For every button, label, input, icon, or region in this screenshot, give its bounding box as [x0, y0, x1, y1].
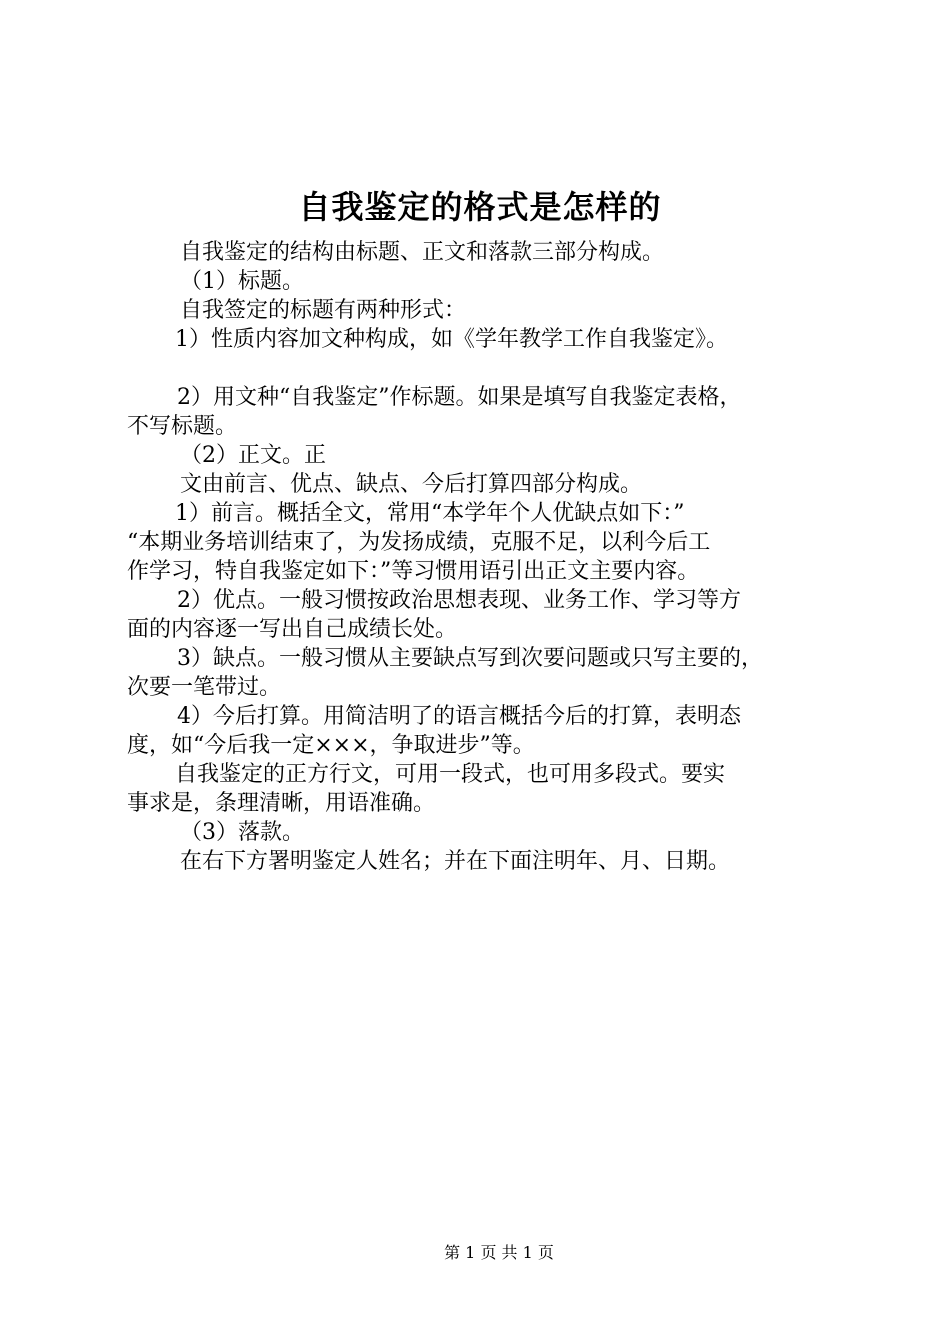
list-item: 2）用文种“自我鉴定”作标题。如果是填写自我鉴定表格，	[177, 385, 742, 410]
list-item: 3）缺点。一般习惯从主要缺点写到次要问题或只写主要的，	[177, 646, 763, 671]
list-item-continuation: 作学习，特自我鉴定如下：”等习惯用语引出正文主要内容。	[127, 559, 700, 584]
list-item-continuation: “本期业务培训结束了，为发扬成绩，克服不足，以利今后工	[127, 530, 711, 555]
list-item-continuation: 面的内容逐一写出自己成绩长处。	[127, 617, 458, 642]
list-item: 1）前言。概括全文，常用“本学年个人优缺点如下：”	[175, 501, 685, 526]
section-heading: （3）落款。	[180, 820, 304, 845]
page-footer: 第 1 页 共 1 页	[444, 1243, 554, 1262]
list-item: 2）优点。一般习惯按政治思想表现、业务工作、学习等方	[177, 588, 741, 613]
document-title: 自我鉴定的格式是怎样的	[298, 188, 662, 226]
paragraph-line: 自我鉴定的正方行文，可用一段式，也可用多段式。要实	[175, 762, 726, 787]
section-heading: （1）标题。	[180, 269, 304, 294]
list-item: 1）性质内容加文种构成，如《学年教学工作自我鉴定》。	[175, 327, 728, 352]
list-item-continuation: 度，如“今后我一定×××，争取进步”等。	[127, 733, 535, 758]
section-heading: （2）正文。正	[180, 443, 326, 468]
paragraph-line: 在右下方署明鉴定人姓名；并在下面注明年、月、日期。	[180, 849, 731, 874]
document-body	[127, 238, 847, 876]
paragraph-line: 自我鉴定的结构由标题、正文和落款三部分构成。	[180, 240, 665, 265]
blank-line	[127, 354, 847, 383]
list-item-continuation: 次要一笔带过。	[127, 675, 282, 700]
list-item-continuation: 不写标题。	[127, 414, 238, 439]
paragraph-line: 自我签定的标题有两种形式：	[180, 298, 467, 323]
paragraph-line: 文由前言、优点、缺点、今后打算四部分构成。	[180, 472, 643, 497]
list-item: 4）今后打算。用简洁明了的语言概括今后的打算，表明态	[177, 704, 741, 729]
paragraph-continuation: 事求是，条理清晰，用语准确。	[127, 791, 436, 816]
